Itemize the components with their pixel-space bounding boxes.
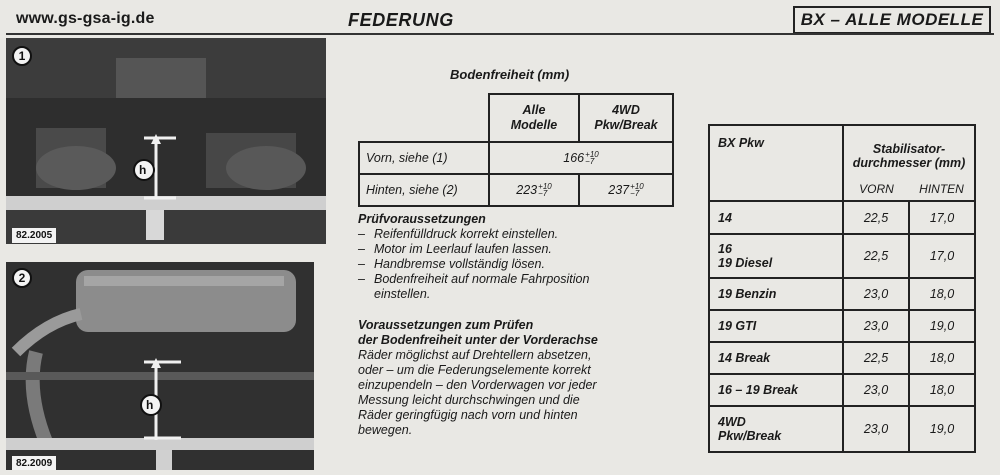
photo-number-badge: 1 xyxy=(12,46,32,66)
front-axle-line: einzupendeln – den Vorderwagen vor jeder xyxy=(358,378,597,392)
front-axle-heading-2: der Bodenfreiheit unter der Vorderachse xyxy=(358,333,598,347)
model-cell: 16 – 19 Break xyxy=(709,374,843,406)
front-diameter: 23,0 xyxy=(843,406,909,452)
front-clearance-value: 166+10 −7 xyxy=(489,142,673,174)
prerequisites-list xyxy=(358,227,658,302)
page-header xyxy=(0,6,1000,36)
empty-corner-cell xyxy=(359,94,489,142)
table-row xyxy=(709,278,975,310)
front-column-header: VORN xyxy=(843,179,909,201)
model-cell: 16 19 Diesel xyxy=(709,234,843,278)
table-row xyxy=(709,342,975,374)
header-4wd: 4WD Pkw/Break xyxy=(579,94,673,142)
table-row xyxy=(709,234,975,278)
front-axle-line: bewegen. xyxy=(358,423,413,437)
rear-clearance-all: 223+10 −7 xyxy=(489,174,579,206)
front-diameter: 23,0 xyxy=(843,374,909,406)
photo-rear-axle xyxy=(6,262,314,470)
height-marker: h xyxy=(139,163,147,177)
front-axle-line: oder – um die Federungselemente korrekt xyxy=(358,363,591,377)
rear-diameter: 18,0 xyxy=(909,342,975,374)
rear-diameter: 18,0 xyxy=(909,278,975,310)
rear-diameter: 19,0 xyxy=(909,406,975,452)
model-cell: 19 Benzin xyxy=(709,278,843,310)
front-axle-line: Räder möglichst auf Drehtellern absetzen, xyxy=(358,348,592,362)
row-label: Hinten, siehe (2) xyxy=(359,174,489,206)
model-cell: 19 GTI xyxy=(709,310,843,342)
table-row xyxy=(709,310,975,342)
table-row xyxy=(709,201,975,234)
front-axle-heading-1: Voraussetzungen zum Prüfen xyxy=(358,318,534,332)
test-prerequisites xyxy=(358,212,658,302)
photo-reference: 82.2005 xyxy=(12,228,56,243)
front-diameter: 23,0 xyxy=(843,310,909,342)
rear-diameter: 19,0 xyxy=(909,310,975,342)
row-label: Vorn, siehe (1) xyxy=(359,142,489,174)
front-axle-illustration xyxy=(6,38,326,244)
front-diameter: 22,5 xyxy=(843,201,909,234)
photo-number-badge: 2 xyxy=(12,268,32,288)
table-row xyxy=(709,406,975,452)
front-diameter: 22,5 xyxy=(843,234,909,278)
model-column-header: BX Pkw xyxy=(709,125,843,201)
front-diameter: 22,5 xyxy=(843,342,909,374)
model-box: BX – ALLE MODELLE xyxy=(793,6,991,34)
rear-diameter: 17,0 xyxy=(909,201,975,234)
table-row xyxy=(359,174,673,206)
list-item: – Reifenfülldruck korrekt einstellen. xyxy=(358,227,658,242)
front-diameter: 23,0 xyxy=(843,278,909,310)
front-axle-line: Messung leicht durchschwingen und die xyxy=(358,393,580,407)
header-rule xyxy=(6,33,994,35)
rear-axle-illustration xyxy=(6,262,314,470)
model-cell: 4WD Pkw/Break xyxy=(709,406,843,452)
site-url[interactable]: www.gs-gsa-ig.de xyxy=(16,10,155,27)
ground-clearance-table xyxy=(358,93,674,207)
stabilizer-table xyxy=(708,124,976,453)
front-axle-line: Räder geringfügig nach vorn und hinten xyxy=(358,408,578,422)
ground-clearance-caption: Bodenfreiheit (mm) xyxy=(450,67,570,82)
photo-reference: 82.2009 xyxy=(12,456,56,470)
model-cell: 14 Break xyxy=(709,342,843,374)
rear-diameter: 18,0 xyxy=(909,374,975,406)
model-cell: 14 xyxy=(709,201,843,234)
table-row xyxy=(709,374,975,406)
photo-front-axle xyxy=(6,38,326,244)
prerequisites-heading: Prüfvoraussetzungen xyxy=(358,212,486,226)
rear-clearance-4wd: 237+10 −7 xyxy=(579,174,673,206)
height-marker: h xyxy=(146,398,154,412)
rear-column-header: HINTEN xyxy=(909,179,975,201)
list-item: – Bodenfreiheit auf normale Fahrposition einstellen. xyxy=(358,272,634,302)
list-item: – Handbremse vollständig lösen. xyxy=(358,257,658,272)
section-title: FEDERUNG xyxy=(348,10,454,30)
rear-diameter: 17,0 xyxy=(909,234,975,278)
stabilizer-column-header: Stabilisator- durchmesser (mm) xyxy=(843,125,975,179)
front-axle-prerequisites xyxy=(358,318,658,438)
list-item: – Motor im Leerlauf laufen lassen. xyxy=(358,242,658,257)
table-row xyxy=(359,142,673,174)
header-all-models: Alle Modelle xyxy=(489,94,579,142)
